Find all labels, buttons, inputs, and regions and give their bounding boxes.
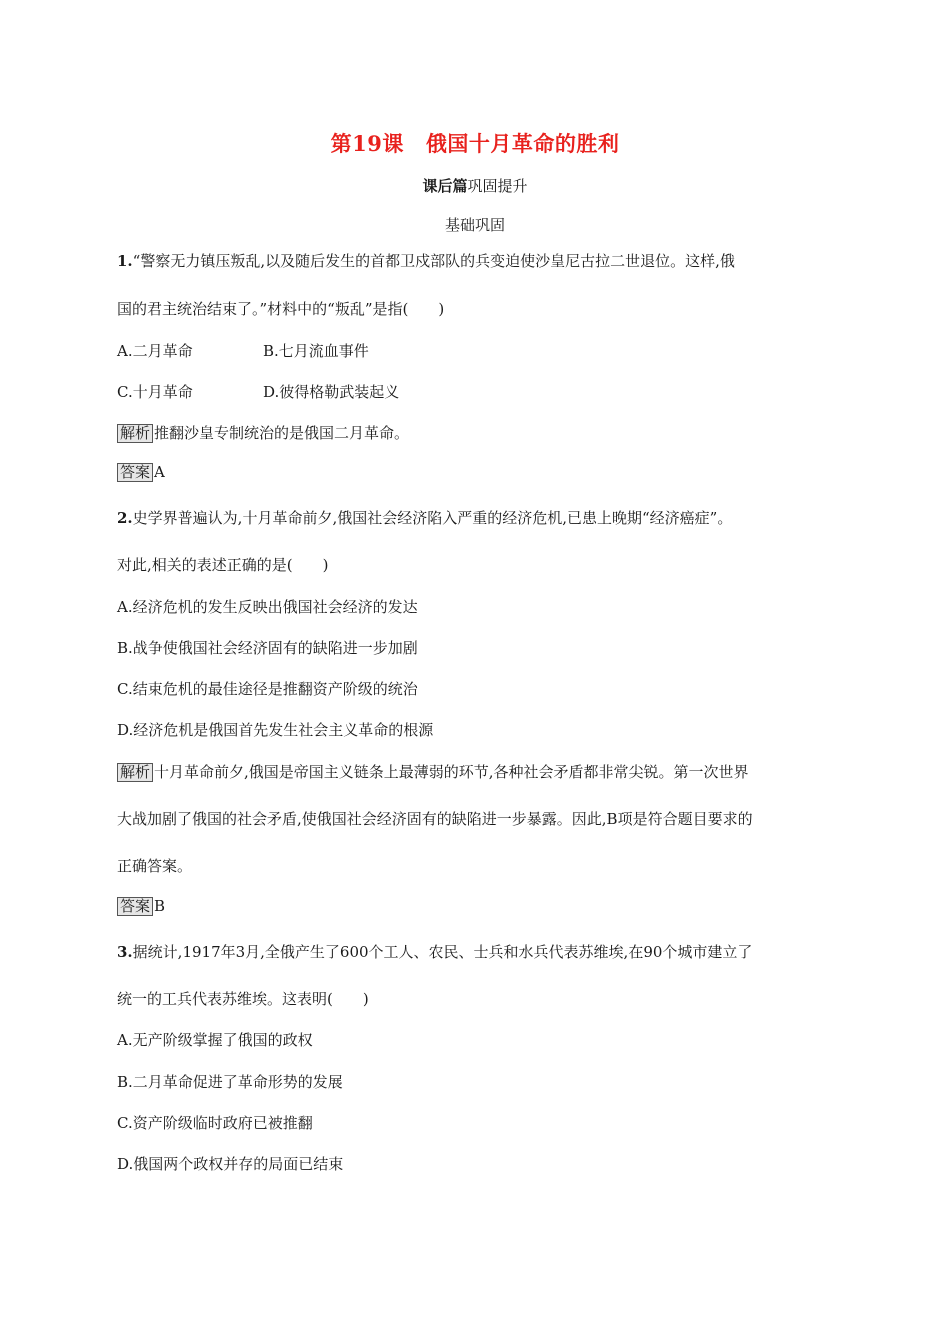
question-1-stem-line-2: 国的君主统治结束了。”材料中的“叛乱”是指( ): [117, 300, 445, 318]
subtitle: [0, 175, 950, 196]
question-2-analysis-line-3: 正确答案。: [117, 857, 193, 875]
question-1-stem-line-1: [117, 250, 735, 271]
subtitle-bold: 课后篇: [422, 177, 468, 195]
question-3-stem-line-2: 统一的工兵代表苏维埃。这表明( ): [117, 990, 369, 1008]
lesson-number: 第19课: [330, 131, 404, 156]
question-3-option-a: A.无产阶级掌握了俄国的政权: [117, 1031, 313, 1049]
question-2-option-b: B.战争使俄国社会经济固有的缺陷进一步加剧: [117, 639, 418, 657]
question-1-option-d: D.彼得格勒武装起义: [263, 383, 400, 401]
question-2-option-c: C.结束危机的最佳途径是推翻资产阶级的统治: [117, 680, 418, 698]
question-2-analysis-line-2: 大战加剧了俄国的社会矛盾,使俄国社会经济固有的缺陷进一步暴露。因此,B项是符合题目要求的: [117, 810, 753, 828]
question-1-answer: [117, 463, 165, 482]
question-number: 3.: [117, 943, 133, 961]
answer-value: A: [154, 463, 165, 481]
answer-tag: 答案: [117, 463, 153, 482]
question-2-stem-line-1: [117, 507, 732, 528]
question-1-analysis: [117, 422, 409, 443]
analysis-text: 十月革命前夕,俄国是帝国主义链条上最薄弱的环节,各种社会矛盾都非常尖锐。第一次世界: [154, 763, 749, 781]
question-3-option-d: D.俄国两个政权并存的局面已结束: [117, 1155, 344, 1173]
stem-text: 史学界普遍认为,十月革命前夕,俄国社会经济陷入严重的经济危机,已患上晚期“经济癌症”。: [132, 509, 733, 527]
lesson-title: [0, 128, 950, 158]
section-heading: 基础巩固: [444, 216, 505, 234]
question-3-option-c: C.资产阶级临时政府已被推翻: [117, 1114, 313, 1132]
question-1-option-a: A.二月革命: [117, 342, 193, 360]
stem-text: “警察无力镇压叛乱,以及随后发生的首都卫戍部队的兵变迫使沙皇尼古拉二世退位。这样,俄: [132, 252, 735, 270]
question-1-option-b: B.七月流血事件: [263, 342, 369, 360]
question-3-stem-line-1: [117, 941, 752, 962]
analysis-tag: 解析: [117, 424, 153, 443]
question-2-option-d: D.经济危机是俄国首先发生社会主义革命的根源: [117, 721, 434, 739]
answer-value: B: [154, 897, 166, 915]
question-2-stem-line-2: 对此,相关的表述正确的是( ): [117, 556, 329, 574]
question-number: 1.: [117, 252, 133, 270]
lesson-name: 俄国十月革命的胜利: [425, 131, 620, 156]
analysis-tag: 解析: [117, 763, 153, 782]
question-3-option-b: B.二月革命促进了革命形势的发展: [117, 1073, 343, 1091]
analysis-text: 推翻沙皇专制统治的是俄国二月革命。: [154, 424, 410, 442]
question-1-option-c: C.十月革命: [117, 383, 193, 401]
question-2-answer: [117, 897, 165, 916]
answer-tag: 答案: [117, 897, 153, 916]
question-number: 2.: [117, 509, 133, 527]
subtitle-normal: 巩固提升: [467, 177, 528, 195]
stem-text: 据统计,1917年3月,全俄产生了600个工人、农民、士兵和水兵代表苏维埃,在90个城市建立了: [132, 943, 753, 961]
question-2-option-a: A.经济危机的发生反映出俄国社会经济的发达: [117, 598, 418, 616]
question-2-analysis-line-1: [117, 761, 749, 782]
